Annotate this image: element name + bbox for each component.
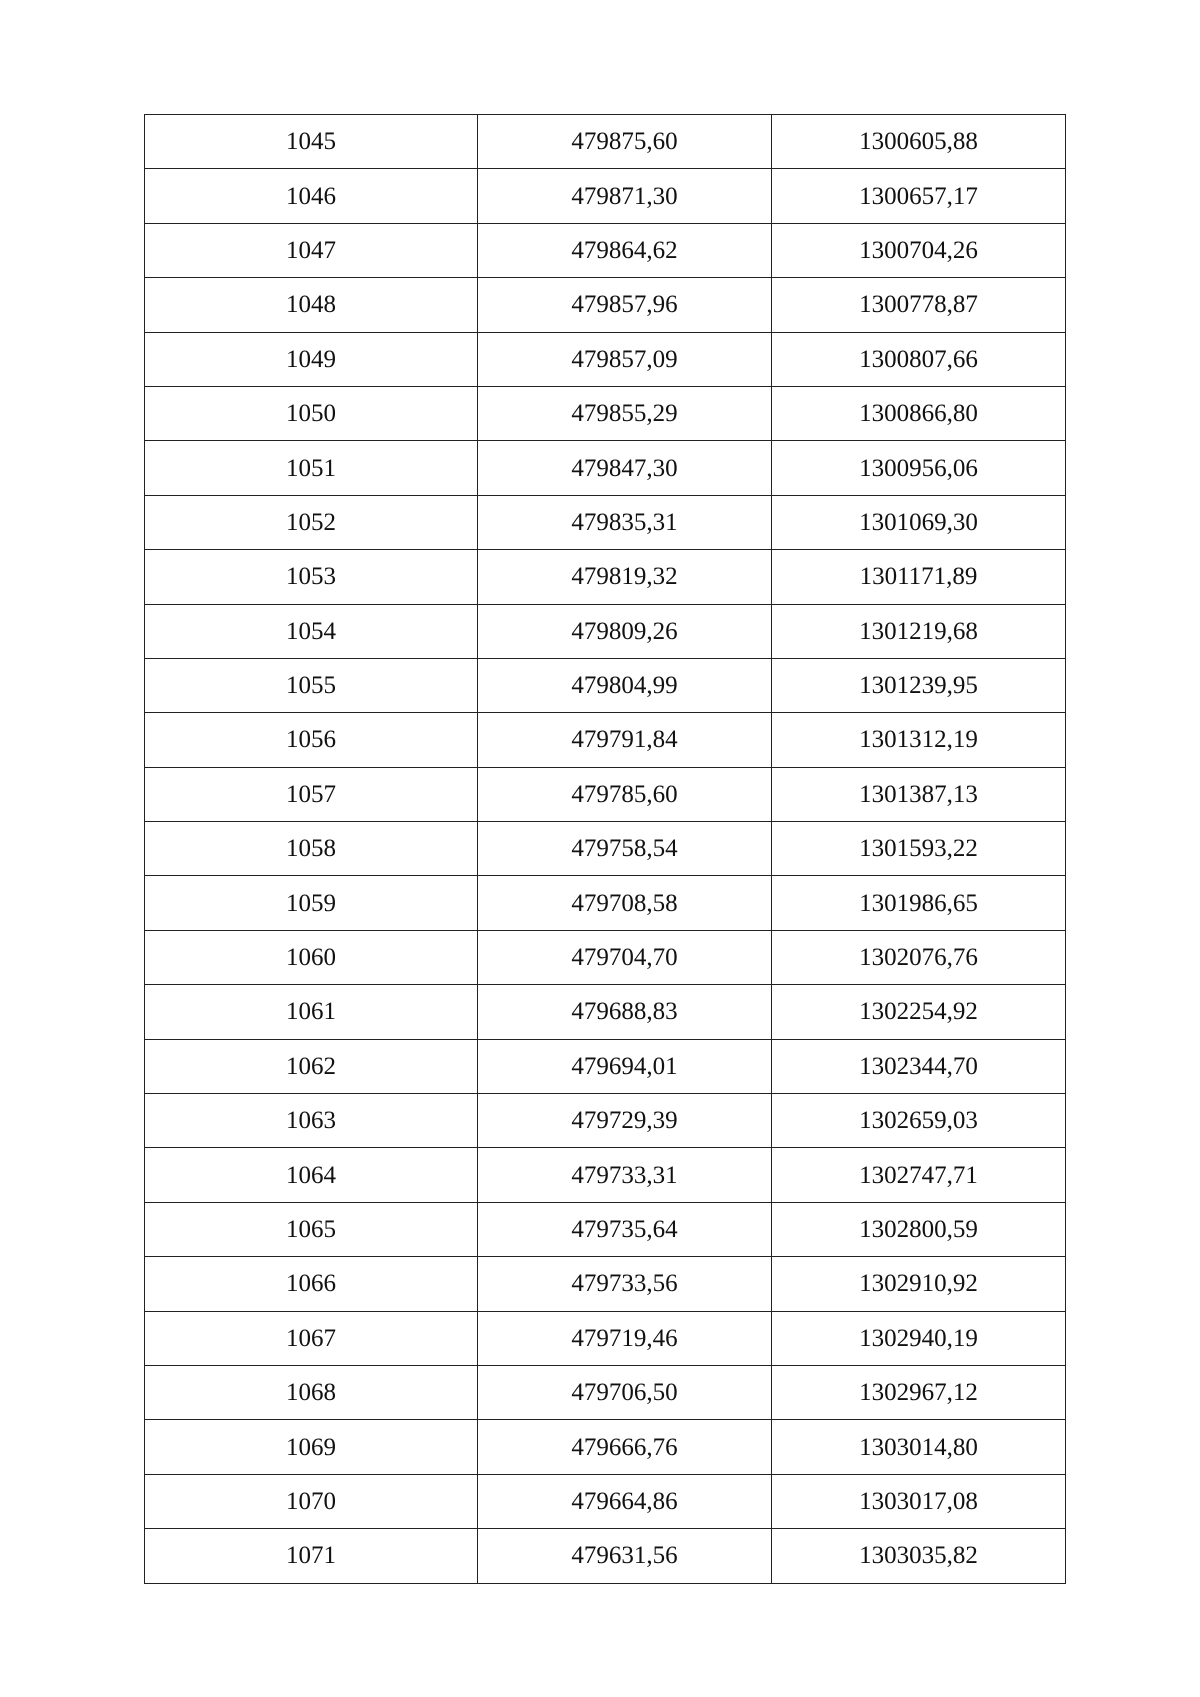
table-row xyxy=(145,223,1066,277)
y-coordinate-cell: 1300704,26 xyxy=(772,223,1066,277)
y-coordinate-cell: 1300866,80 xyxy=(772,386,1066,440)
point-number-cell: 1059 xyxy=(145,876,478,930)
x-coordinate-cell: 479704,70 xyxy=(478,930,772,984)
x-coordinate-cell: 479664,86 xyxy=(478,1474,772,1528)
point-number-cell: 1048 xyxy=(145,278,478,332)
table-row xyxy=(145,1094,1066,1148)
y-coordinate-cell: 1300657,17 xyxy=(772,169,1066,223)
point-number-cell: 1058 xyxy=(145,822,478,876)
y-coordinate-cell: 1303014,80 xyxy=(772,1420,1066,1474)
x-coordinate-cell: 479666,76 xyxy=(478,1420,772,1474)
x-coordinate-cell: 479706,50 xyxy=(478,1365,772,1419)
x-coordinate-cell: 479855,29 xyxy=(478,386,772,440)
y-coordinate-cell: 1301312,19 xyxy=(772,713,1066,767)
y-coordinate-cell: 1303017,08 xyxy=(772,1474,1066,1528)
table-row xyxy=(145,386,1066,440)
table-row xyxy=(145,169,1066,223)
x-coordinate-cell: 479708,58 xyxy=(478,876,772,930)
y-coordinate-cell: 1302940,19 xyxy=(772,1311,1066,1365)
x-coordinate-cell: 479729,39 xyxy=(478,1094,772,1148)
point-number-cell: 1064 xyxy=(145,1148,478,1202)
y-coordinate-cell: 1300605,88 xyxy=(772,115,1066,169)
point-number-cell: 1067 xyxy=(145,1311,478,1365)
x-coordinate-cell: 479804,99 xyxy=(478,658,772,712)
table-row xyxy=(145,1039,1066,1093)
y-coordinate-cell: 1301387,13 xyxy=(772,767,1066,821)
y-coordinate-cell: 1301239,95 xyxy=(772,658,1066,712)
y-coordinate-cell: 1301986,65 xyxy=(772,876,1066,930)
point-number-cell: 1054 xyxy=(145,604,478,658)
y-coordinate-cell: 1300807,66 xyxy=(772,332,1066,386)
coordinates-table xyxy=(144,114,1066,1584)
table-row xyxy=(145,1311,1066,1365)
point-number-cell: 1049 xyxy=(145,332,478,386)
y-coordinate-cell: 1301171,89 xyxy=(772,550,1066,604)
point-number-cell: 1070 xyxy=(145,1474,478,1528)
y-coordinate-cell: 1300778,87 xyxy=(772,278,1066,332)
table-row xyxy=(145,550,1066,604)
table-row xyxy=(145,930,1066,984)
x-coordinate-cell: 479819,32 xyxy=(478,550,772,604)
table-row xyxy=(145,1529,1066,1583)
table-row xyxy=(145,604,1066,658)
x-coordinate-cell: 479688,83 xyxy=(478,985,772,1039)
point-number-cell: 1052 xyxy=(145,495,478,549)
x-coordinate-cell: 479733,56 xyxy=(478,1257,772,1311)
y-coordinate-cell: 1303035,82 xyxy=(772,1529,1066,1583)
x-coordinate-cell: 479864,62 xyxy=(478,223,772,277)
y-coordinate-cell: 1301593,22 xyxy=(772,822,1066,876)
table-row xyxy=(145,1474,1066,1528)
point-number-cell: 1053 xyxy=(145,550,478,604)
point-number-cell: 1066 xyxy=(145,1257,478,1311)
table-row xyxy=(145,767,1066,821)
y-coordinate-cell: 1302800,59 xyxy=(772,1202,1066,1256)
point-number-cell: 1068 xyxy=(145,1365,478,1419)
y-coordinate-cell: 1302747,71 xyxy=(772,1148,1066,1202)
point-number-cell: 1050 xyxy=(145,386,478,440)
x-coordinate-cell: 479835,31 xyxy=(478,495,772,549)
table-row xyxy=(145,985,1066,1039)
x-coordinate-cell: 479847,30 xyxy=(478,441,772,495)
y-coordinate-cell: 1302659,03 xyxy=(772,1094,1066,1148)
point-number-cell: 1063 xyxy=(145,1094,478,1148)
table-row xyxy=(145,1420,1066,1474)
table-body xyxy=(145,115,1066,1584)
point-number-cell: 1060 xyxy=(145,930,478,984)
y-coordinate-cell: 1302076,76 xyxy=(772,930,1066,984)
y-coordinate-cell: 1300956,06 xyxy=(772,441,1066,495)
x-coordinate-cell: 479791,84 xyxy=(478,713,772,767)
x-coordinate-cell: 479875,60 xyxy=(478,115,772,169)
x-coordinate-cell: 479785,60 xyxy=(478,767,772,821)
table-row xyxy=(145,115,1066,169)
table-row xyxy=(145,822,1066,876)
y-coordinate-cell: 1302967,12 xyxy=(772,1365,1066,1419)
y-coordinate-cell: 1302254,92 xyxy=(772,985,1066,1039)
table-row xyxy=(145,713,1066,767)
y-coordinate-cell: 1302910,92 xyxy=(772,1257,1066,1311)
x-coordinate-cell: 479857,09 xyxy=(478,332,772,386)
x-coordinate-cell: 479631,56 xyxy=(478,1529,772,1583)
table-row xyxy=(145,441,1066,495)
table-row xyxy=(145,495,1066,549)
y-coordinate-cell: 1302344,70 xyxy=(772,1039,1066,1093)
point-number-cell: 1055 xyxy=(145,658,478,712)
point-number-cell: 1065 xyxy=(145,1202,478,1256)
point-number-cell: 1046 xyxy=(145,169,478,223)
point-number-cell: 1069 xyxy=(145,1420,478,1474)
point-number-cell: 1071 xyxy=(145,1529,478,1583)
table-row xyxy=(145,1365,1066,1419)
x-coordinate-cell: 479871,30 xyxy=(478,169,772,223)
y-coordinate-cell: 1301069,30 xyxy=(772,495,1066,549)
table-row xyxy=(145,1148,1066,1202)
table-row xyxy=(145,278,1066,332)
table-row xyxy=(145,876,1066,930)
x-coordinate-cell: 479733,31 xyxy=(478,1148,772,1202)
x-coordinate-cell: 479735,64 xyxy=(478,1202,772,1256)
table-row xyxy=(145,1202,1066,1256)
x-coordinate-cell: 479857,96 xyxy=(478,278,772,332)
point-number-cell: 1056 xyxy=(145,713,478,767)
point-number-cell: 1051 xyxy=(145,441,478,495)
y-coordinate-cell: 1301219,68 xyxy=(772,604,1066,658)
x-coordinate-cell: 479719,46 xyxy=(478,1311,772,1365)
point-number-cell: 1047 xyxy=(145,223,478,277)
table-row xyxy=(145,1257,1066,1311)
table-row xyxy=(145,658,1066,712)
table-row xyxy=(145,332,1066,386)
point-number-cell: 1057 xyxy=(145,767,478,821)
point-number-cell: 1061 xyxy=(145,985,478,1039)
point-number-cell: 1045 xyxy=(145,115,478,169)
point-number-cell: 1062 xyxy=(145,1039,478,1093)
x-coordinate-cell: 479694,01 xyxy=(478,1039,772,1093)
x-coordinate-cell: 479809,26 xyxy=(478,604,772,658)
x-coordinate-cell: 479758,54 xyxy=(478,822,772,876)
